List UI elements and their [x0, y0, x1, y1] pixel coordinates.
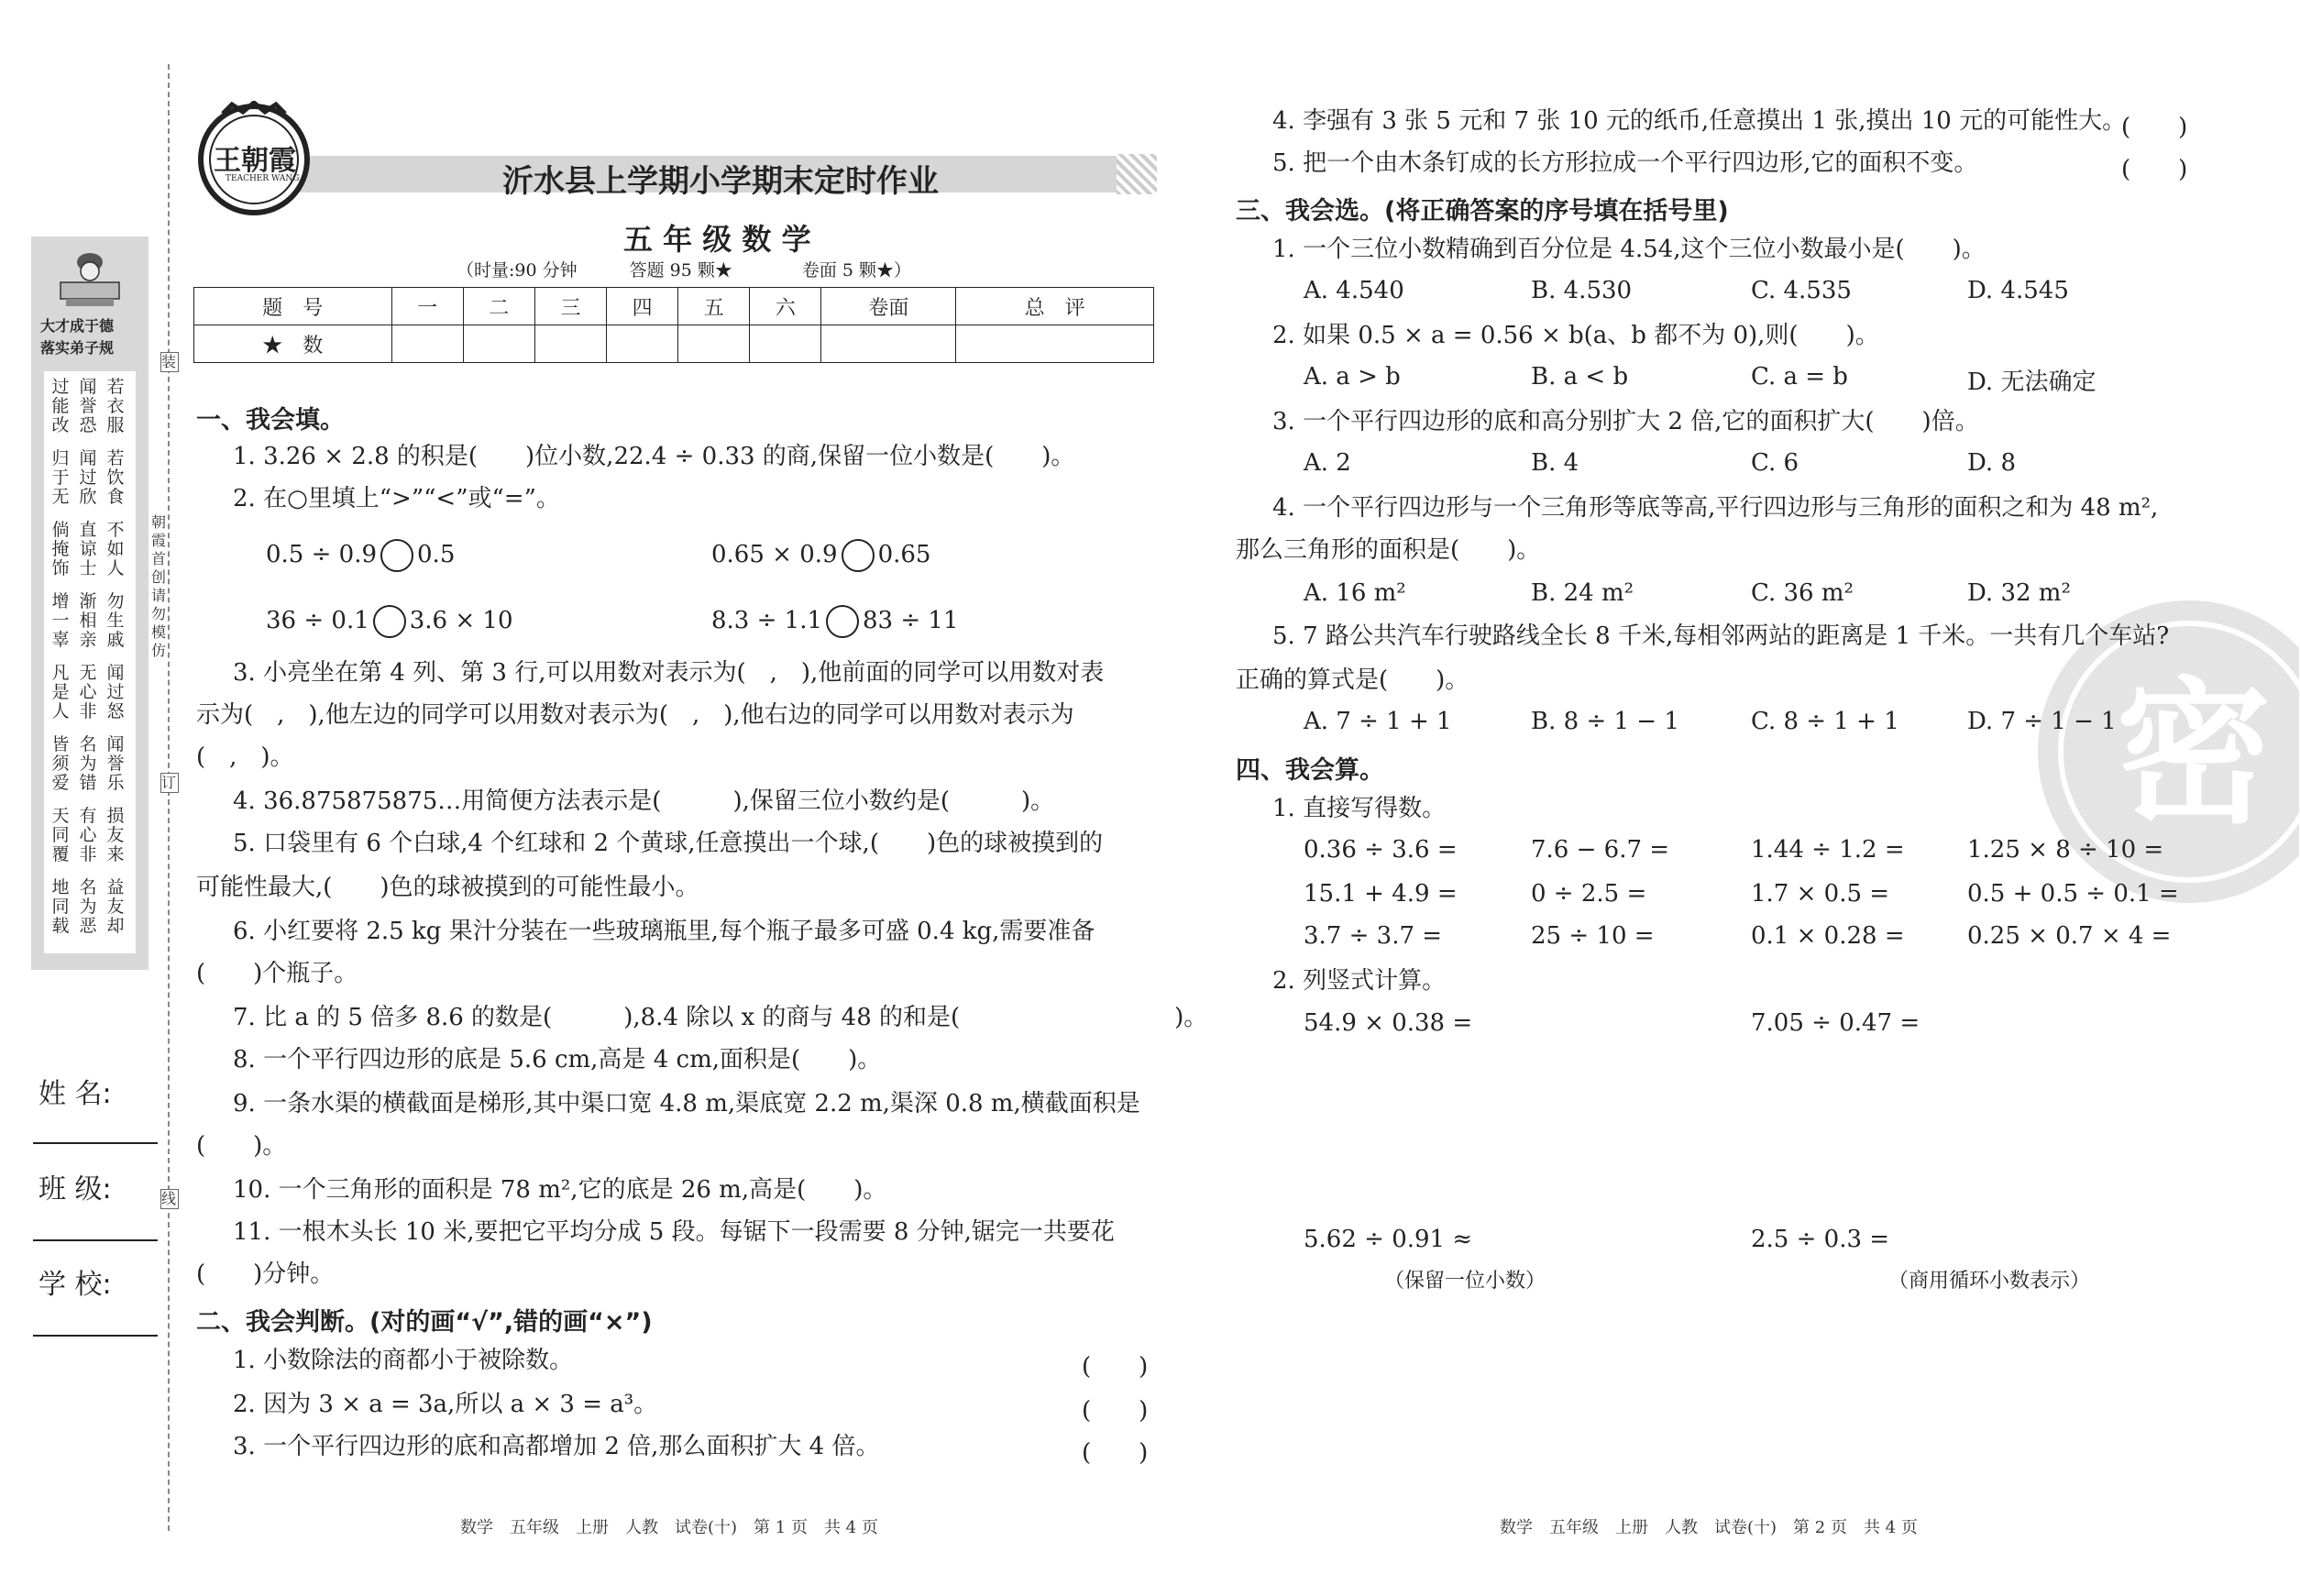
sidebar-verse-column: 直谅士: [79, 520, 97, 578]
s1-q6-line2: ( )个瓶子。: [196, 960, 358, 987]
option-item: C. a = b: [1751, 363, 1848, 391]
compare-4-right: 83 ÷ 11: [863, 607, 959, 634]
s2-q4: 4. 李强有 3 张 5 元和 7 张 10 元的纸币,任意摸出 1 张,摸出 10 元的可能性大。: [1272, 107, 2127, 135]
score-table: [193, 287, 1154, 363]
option-item: A. 7 ÷ 1 + 1: [1304, 708, 1452, 735]
binding-line: [168, 64, 170, 1531]
compare-1-left: 0.5 ÷ 0.9: [266, 541, 378, 568]
option-item: 0.25 × 0.7 × 4 =: [1967, 922, 2172, 950]
sidebar-verse-column: 有心非: [79, 806, 97, 864]
sidebar-verse-column: 皆须爱: [51, 734, 70, 793]
header-title: 沂水县上学期小学期末定时作业: [502, 163, 939, 200]
s1-q11-line2: ( )分钟。: [196, 1260, 335, 1288]
compare-1-right: 0.5: [417, 541, 456, 568]
s1-q5-line1: 5. 口袋里有 6 个白球,4 个红球和 2 个黄球,任意摸出一个球,( )色的球被摸到的: [233, 830, 1104, 857]
s2-q4-answer[interactable]: ( ): [2121, 114, 2188, 141]
score-cell[interactable]: [750, 325, 821, 363]
s1-q2: 2. 在○里填上“>”“<”或“=”。: [233, 485, 560, 512]
score-cell[interactable]: [956, 325, 1154, 363]
option-item: 1.25 × 8 ÷ 10 =: [1967, 836, 2164, 864]
s3-q5-line1: 5. 7 路公共汽车行驶路线全长 8 千米,每相邻两站的距离是 1 千米。一共有几个车站?: [1272, 622, 2170, 650]
s1-q10: 10. 一个三角形的面积是 78 m²,它的底是 26 m,高是( )。: [233, 1176, 887, 1204]
compare-4-left: 8.3 ÷ 1.1: [711, 607, 823, 634]
sidebar-verse-column: 归于无: [51, 448, 70, 507]
s2-q1-answer[interactable]: ( ): [1082, 1353, 1149, 1381]
sidebar-verse-column: 勿生戚: [106, 591, 125, 650]
option-item: A. 16 m²: [1304, 579, 1406, 607]
sidebar-verse-column: 地同载: [51, 877, 70, 936]
option-item: C. 6: [1751, 449, 1799, 477]
option-item: 0 ÷ 2.5 =: [1531, 880, 1647, 908]
s4-sub2: 2. 列竖式计算。: [1272, 967, 1447, 995]
compare-2: [711, 539, 930, 572]
option-item: B. 24 m²: [1531, 579, 1634, 607]
s1-q9-line1: 9. 一条水渠的横截面是梯形,其中渠口宽 4.8 m,渠底宽 2.2 m,渠深 0.8 m,横截面积是: [233, 1090, 1140, 1117]
option-item: C. 8 ÷ 1 + 1: [1751, 708, 1899, 735]
s2-q3-answer[interactable]: ( ): [1082, 1439, 1149, 1467]
sidebar-verse-column: 益友却: [106, 877, 125, 936]
s2-q5: 5. 把一个由木条钉成的长方形拉成一个平行四边形,它的面积不变。: [1272, 149, 1978, 177]
section2-title: 二、我会判断。(对的画“√”,错的画“×”): [196, 1308, 653, 1337]
score-header-cell: 三: [534, 288, 606, 325]
score-row-label: ★ 数: [194, 325, 392, 363]
s1-q1: 1. 3.26 × 2.8 的积是( )位小数,22.4 ÷ 0.33 的商,保留一位小数是( )。: [233, 443, 1075, 470]
sidebar-verse-column: 闻过怒: [106, 663, 125, 721]
s3-q4-line1: 4. 一个平行四边形与一个三角形等底等高,平行四边形与三角形的面积之和为 48 m²,: [1272, 494, 2159, 522]
sidebar-verse-column: 增一辜: [51, 591, 70, 650]
s1-q3-line2: 示为( , ),他左边的同学可以用数对表示为( , ),他右边的同学可以用数对表示为: [196, 701, 1074, 729]
sidebar-verse-column: 渐相亲: [79, 591, 97, 650]
footer-right: 数学 五年级 上册 人教 试卷(十) 第 2 页 共 4 页: [1500, 1518, 1918, 1537]
s2-q5-answer[interactable]: ( ): [2121, 156, 2188, 183]
s1-q4: 4. 36.875875875…用简便方法表示是( ),保留三位小数约是( )。: [233, 787, 1055, 815]
binding-note-ding: 订: [160, 773, 179, 793]
score-cell[interactable]: [534, 325, 606, 363]
sidebar-verse-column: 凡是人: [51, 663, 70, 721]
school-line[interactable]: [33, 1335, 158, 1337]
compare-2-circle[interactable]: [842, 539, 875, 572]
subject-title: 五 年 级 数 学: [623, 222, 811, 257]
option-item: 1.7 × 0.5 =: [1751, 880, 1890, 908]
option-item: 7.6 − 6.7 =: [1531, 836, 1670, 864]
s2-q2: 2. 因为 3 × a = 3a,所以 a × 3 = a³。: [233, 1391, 658, 1418]
s4-note3: （保留一位小数）: [1384, 1270, 1546, 1293]
binding-note-copyright: 朝霞首创 请勿模仿: [151, 513, 182, 659]
s3-q3: 3. 一个平行四边形的底和高分别扩大 2 倍,它的面积扩大( )倍。: [1272, 408, 1979, 435]
secret-stamp-glyph: 密: [2116, 664, 2272, 845]
sidebar-verse-column: 损友来: [106, 806, 125, 864]
s4-calc3: 5.62 ÷ 0.91 ≈: [1304, 1226, 1473, 1253]
s1-q8: 8. 一个平行四边形的底是 5.6 cm,高是 4 cm,面积是( )。: [233, 1046, 882, 1073]
score-header-cell: 二: [463, 288, 534, 325]
compare-3-right: 3.6 × 10: [409, 607, 513, 634]
score-header-cell: 一: [391, 288, 463, 325]
sidebar-verse-column: 闻过欣: [79, 448, 97, 507]
option-item: B. 4.530: [1531, 277, 1633, 304]
exam-meta: （时量:90 分钟 答题 95 颗★ 卷面 5 颗★）: [457, 260, 912, 281]
s2-q1: 1. 小数除法的商都小于被除数。: [233, 1347, 574, 1374]
compare-4-circle[interactable]: [826, 605, 859, 638]
compare-3: [266, 605, 513, 638]
s1-q3-line1: 3. 小亮坐在第 4 列、第 3 行,可以用数对表示为( , ),他前面的同学可以用数对表: [233, 659, 1105, 687]
class-label: 班 级:: [39, 1173, 112, 1205]
section4-title: 四、我会算。: [1236, 756, 1384, 785]
s2-q2-answer[interactable]: ( ): [1082, 1397, 1149, 1425]
s1-q7: 7. 比 a 的 5 倍多 8.6 的数是( ),8.4 除以 x 的商与 48 的和是( )。: [233, 1004, 1208, 1031]
s1-q3-line3: ( , )。: [196, 743, 294, 771]
compare-2-left: 0.65 × 0.9: [711, 541, 838, 568]
s4-calc2: 7.05 ÷ 0.47 =: [1751, 1009, 1920, 1037]
score-header-cell: 五: [678, 288, 750, 325]
s3-q4-line2: 那么三角形的面积是( )。: [1236, 536, 1541, 564]
score-header-cell: 四: [607, 288, 678, 325]
option-item: D. 32 m²: [1967, 579, 2071, 607]
score-cell[interactable]: [821, 325, 956, 363]
option-item: 15.1 + 4.9 =: [1304, 880, 1458, 908]
section3-title: 三、我会选。(将正确答案的序号填在括号里): [1236, 197, 1729, 226]
option-item: 3.7 ÷ 3.7 =: [1304, 922, 1443, 950]
sidebar-verse-column: 名为错: [79, 734, 97, 793]
score-header-cell: 六: [750, 288, 821, 325]
sidebar-verse-column: 名为恶: [79, 877, 97, 936]
option-item: A. 2: [1304, 449, 1351, 477]
option-item: B. 4: [1531, 449, 1579, 477]
school-label: 学 校:: [39, 1269, 112, 1301]
s1-q6-line1: 6. 小红要将 2.5 kg 果汁分装在一些玻璃瓶里,每个瓶子最多可盛 0.4 kg,需要准备: [233, 918, 1095, 945]
s2-q3: 3. 一个平行四边形的底和高都增加 2 倍,那么面积扩大 4 倍。: [233, 1433, 880, 1460]
s4-calc1: 54.9 × 0.38 =: [1304, 1009, 1473, 1037]
option-item: A. 4.540: [1304, 277, 1404, 304]
s3-q1: 1. 一个三位小数精确到百分位是 4.54,这个三位小数最小是( )。: [1272, 236, 1986, 263]
name-line[interactable]: [33, 1142, 158, 1144]
class-line[interactable]: [33, 1239, 158, 1241]
option-item: D. 7 ÷ 1 − 1: [1967, 708, 2117, 735]
score-cell[interactable]: [463, 325, 534, 363]
name-label: 姓 名:: [39, 1078, 112, 1110]
option-item: C. 36 m²: [1751, 579, 1854, 607]
option-item: 1.44 ÷ 1.2 =: [1751, 836, 1905, 864]
score-cell[interactable]: [607, 325, 678, 363]
sidebar-verse-column: 天同覆: [51, 806, 70, 864]
option-item: C. 4.535: [1751, 277, 1852, 304]
binding-note-zhuang: 装: [160, 352, 179, 372]
logo-brand-sub: TEACHER WANG: [226, 174, 300, 183]
sidebar-verse-column: 闻誉乐: [106, 734, 125, 793]
binding-note-xian: 线: [160, 1189, 179, 1209]
sidebar-motto-1: 大才成于德: [40, 317, 115, 335]
option-item: 0.36 ÷ 3.6 =: [1304, 836, 1458, 864]
option-item: D. 无法确定: [1967, 369, 2096, 396]
footer-left: 数学 五年级 上册 人教 试卷(十) 第 1 页 共 4 页: [460, 1518, 878, 1537]
score-header-cell: 总 评: [956, 288, 1154, 325]
logo-brand: 王朝霞: [214, 145, 296, 177]
s4-calc4: 2.5 ÷ 0.3 =: [1751, 1226, 1890, 1253]
sidebar-verse-column: 不如人: [106, 520, 125, 578]
s1-q11-line1: 11. 一根木头长 10 米,要把它平均分成 5 段。每锯下一段需要 8 分钟,锯完一共要花: [233, 1218, 1115, 1246]
score-cell[interactable]: [391, 325, 463, 363]
compare-3-left: 36 ÷ 0.1: [266, 607, 369, 634]
compare-1-circle[interactable]: [380, 539, 413, 572]
option-item: 0.5 + 0.5 ÷ 0.1 =: [1967, 880, 2179, 908]
option-item: B. 8 ÷ 1 − 1: [1531, 708, 1679, 735]
compare-4: [711, 605, 959, 638]
option-item: D. 4.545: [1967, 277, 2069, 304]
s1-q5-line2: 可能性最大,( )色的球被摸到的可能性最小。: [196, 874, 699, 901]
sidebar-figure: [48, 249, 132, 310]
s1-q9-line2: ( )。: [196, 1132, 287, 1160]
score-header-cell: 题 号: [194, 288, 392, 325]
sidebar-verse-column: 倘掩饰: [51, 520, 70, 578]
option-item: D. 8: [1967, 449, 2016, 477]
sidebar-verse-column: 过能改: [51, 377, 70, 435]
compare-3-circle[interactable]: [373, 605, 406, 638]
sidebar-motto-2: 落实弟子规: [40, 339, 115, 357]
s4-note4: （商用循环小数表示）: [1888, 1270, 2091, 1293]
option-item: B. a < b: [1531, 363, 1629, 391]
option-item: 25 ÷ 10 =: [1531, 922, 1655, 950]
sidebar-verse-column: 无心非: [79, 663, 97, 721]
header-pattern: [1117, 154, 1157, 194]
score-header-cell: 卷面: [821, 288, 956, 325]
sidebar-verse-column: 若衣服: [106, 377, 125, 435]
section1-title: 一、我会填。: [196, 406, 345, 435]
option-item: 0.1 × 0.28 =: [1751, 922, 1905, 950]
compare-1: [266, 539, 455, 572]
sidebar-verse-column: 若饮食: [106, 448, 125, 507]
score-cell[interactable]: [678, 325, 750, 363]
s4-sub1: 1. 直接写得数。: [1272, 795, 1447, 822]
sidebar-verse-column: 闻誉恐: [79, 377, 97, 435]
option-item: A. a > b: [1304, 363, 1401, 391]
s3-q5-line2: 正确的算式是( )。: [1236, 666, 1469, 694]
s3-q2: 2. 如果 0.5 × a = 0.56 × b(a、b 都不为 0),则( )。: [1272, 322, 1879, 349]
compare-2-right: 0.65: [877, 541, 931, 568]
